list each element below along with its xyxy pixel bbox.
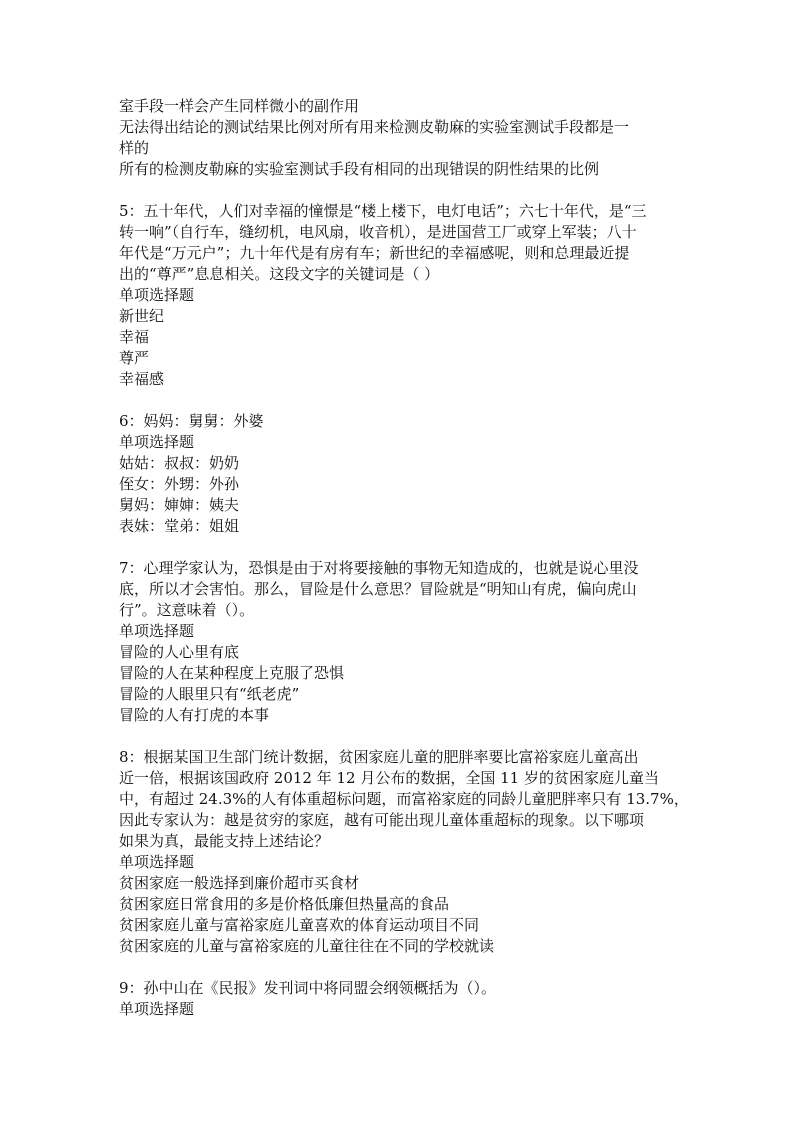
spacer <box>119 390 679 411</box>
answer-option: 表妹：堂弟：姐姐 <box>119 517 240 535</box>
answer-option: 冒险的人心里有底 <box>119 643 240 661</box>
question-block <box>119 747 689 957</box>
answer-option: 侄女：外甥：外孙 <box>119 475 240 493</box>
intro-line: 样的 <box>119 139 150 157</box>
question-type-label: 单项选择题 <box>119 286 195 304</box>
question-type-label: 单项选择题 <box>119 433 195 451</box>
spacer <box>119 726 679 747</box>
question-stem-line: 行”。这意味着（）。 <box>119 601 255 619</box>
question-block <box>119 978 679 1020</box>
answer-option: 幸福 <box>119 328 150 346</box>
intro-block <box>119 96 679 180</box>
question-stem-line: 因此专家认为：越是贫穷的家庭，越有可能出现儿童体重超标的现象。以下哪项 <box>119 811 645 829</box>
intro-line: 室手段一样会产生同样微小的副作用 <box>119 97 360 115</box>
answer-option: 贫困家庭日常食用的多是价格低廉但热量高的食品 <box>119 895 450 913</box>
answer-option: 贫困家庭的儿童与富裕家庭的儿童往往在不同的学校就读 <box>119 937 495 955</box>
question-block <box>119 558 679 726</box>
intro-line: 所有的检测皮勒麻的实验室测试手段有相同的出现错误的阴性结果的比例 <box>119 160 600 178</box>
answer-option: 冒险的人在某种程度上克服了恐惧 <box>119 664 345 682</box>
answer-option: 贫困家庭一般选择到廉价超市买食材 <box>119 874 360 892</box>
question-stem-line: 6：妈妈：舅舅：外婆 <box>119 412 264 430</box>
question-stem-line: 近一倍，根据该国政府 2012 年 12 月公布的数据，全国 11 岁的贫困家庭儿童当 <box>119 769 659 787</box>
answer-option: 新世纪 <box>119 307 165 325</box>
spacer <box>119 957 679 978</box>
answer-option: 贫困家庭儿童与富裕家庭儿童喜欢的体育运动项目不同 <box>119 916 480 934</box>
question-stem-line: 如果为真，最能支持上述结论？ <box>119 832 330 850</box>
answer-option: 幸福感 <box>119 370 165 388</box>
intro-line: 无法得出结论的测试结果比例对所有用来检测皮勒麻的实验室测试手段都是一 <box>119 118 630 136</box>
answer-option: 尊严 <box>119 349 150 367</box>
question-stem-line: 7：心理学家认为，恐惧是由于对将要接触的事物无知造成的，也就是说心里没 <box>119 559 639 577</box>
answer-option: 舅妈：婶婶：姨夫 <box>119 496 240 514</box>
answer-option: 冒险的人眼里只有“纸老虎” <box>119 685 300 703</box>
question-stem-line: 转一响”（自行车，缝纫机，电风扇，收音机），是进国营工厂或穿上军装；八十 <box>119 223 637 241</box>
question-block <box>119 411 679 537</box>
question-block <box>119 201 679 390</box>
question-list <box>119 180 689 1020</box>
document-page <box>119 96 689 1020</box>
question-type-label: 单项选择题 <box>119 622 195 640</box>
spacer <box>119 180 679 201</box>
answer-option: 冒险的人有打虎的本事 <box>119 706 270 724</box>
question-stem-line: 底，所以才会害怕。那么，冒险是什么意思？冒险就是“明知山有虎，偏向虎山 <box>119 580 637 598</box>
question-stem-line: 8：根据某国卫生部门统计数据，贫困家庭儿童的肥胖率要比富裕家庭儿童高出 <box>119 748 639 766</box>
question-stem-line: 中，有超过 24.3%的人有体重超标问题，而富裕家庭的同龄儿童肥胖率只有 13.7%， <box>119 790 689 808</box>
question-type-label: 单项选择题 <box>119 853 195 871</box>
spacer <box>119 537 679 558</box>
question-stem-line: 9：孙中山在《民报》发刊词中将同盟会纲领概括为（）。 <box>119 979 497 997</box>
answer-option: 姑姑：叔叔：奶奶 <box>119 454 240 472</box>
question-stem-line: 5：五十年代，人们对幸福的憧憬是“楼上楼下，电灯电话”；六七十年代，是“三 <box>119 202 647 220</box>
question-stem-line: 出的“尊严”息息相关。这段文字的关键词是（ ） <box>119 265 440 283</box>
question-type-label: 单项选择题 <box>119 1000 195 1018</box>
question-stem-line: 年代是“万元户”；九十年代是有房有车；新世纪的幸福感呢，则和总理最近提 <box>119 244 630 262</box>
